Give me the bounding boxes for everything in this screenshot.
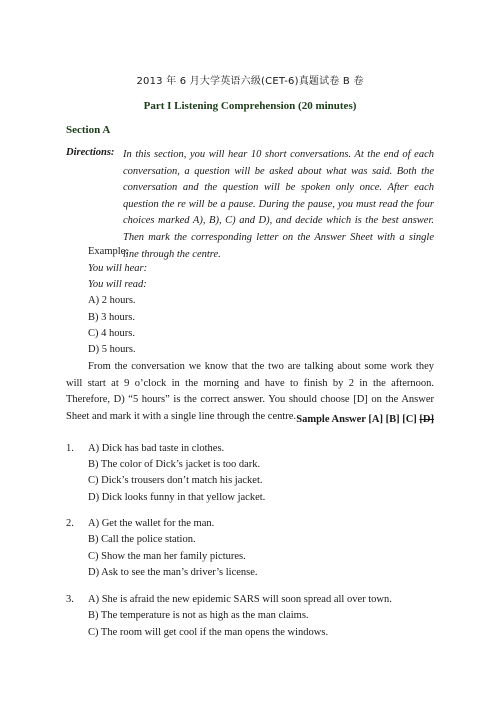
directions-text: In this section, you will hear 10 short conversations. At the end of each conversation, a question will be asked about what was said. Both the conversation and the question will be spoken only once. After each question the re will be a pause. During the pause, you must read the four choices marked A), B), C) and D), and decide which is the best answer. Then mark the corresponding letter on the Answer Sheet with a single line through the centre. — [123, 149, 434, 260]
question-2-option-c: C) Show the man her family pictures. — [88, 551, 246, 562]
question-1-option-d: D) Dick looks funny in that yellow jacket. — [88, 492, 266, 503]
example-hear: You will hear: — [88, 263, 148, 274]
example-option-c: C) 4 hours. — [88, 328, 135, 339]
question-1-option-b: B) The color of Dick’s jacket is too dark. — [88, 459, 261, 470]
example-option-a: A) 2 hours. — [88, 295, 136, 306]
example-explanation: From the conversation we know that the two are talking about some work they will start at 9 o’clock in the morning and have to finish by 2 in the afternoon. Therefore, D) “5 hours” is the correct answer. You should choose [D] on the Answer Sheet and mark it with a single line through the centre. — [66, 361, 434, 422]
example-label: Example: — [88, 246, 129, 257]
sample-answer-prefix: Sample Answer [A] [B] [C] — [296, 414, 417, 425]
question-3-option-a: A) She is afraid the new epidemic SARS will soon spread all over town. — [88, 594, 392, 605]
question-1-option-a: A) Dick has bad taste in clothes. — [88, 443, 225, 454]
question-1-option-c: C) Dick’s trousers don’t match his jacket. — [88, 475, 263, 486]
example-option-b: B) 3 hours. — [88, 312, 135, 323]
part-heading: Part I Listening Comprehension (20 minutes) — [143, 100, 357, 112]
sample-answer-marked: [D] — [419, 414, 434, 425]
directions-label: Directions: — [66, 147, 115, 158]
sample-answer — [296, 414, 434, 425]
question-2-option-a: A) Get the wallet for the man. — [88, 518, 215, 529]
section-heading: Section A — [66, 124, 111, 136]
question-2-option-d: D) Ask to see the man’s driver’s license. — [88, 567, 258, 578]
document-title: 2013 年 6 月大学英语六级(CET-6)真题试卷 B 卷 — [136, 76, 364, 87]
example-option-d: D) 5 hours. — [88, 344, 136, 355]
question-3-option-b: B) The temperature is not as high as the man claims. — [88, 610, 309, 621]
question-2-option-b: B) Call the police station. — [88, 534, 196, 545]
question-number-1: 1. — [66, 443, 74, 454]
question-3-option-c: C) The room will get cool if the man opens the windows. — [88, 627, 329, 638]
question-number-3: 3. — [66, 594, 74, 605]
example-read: You will read: — [88, 279, 147, 290]
question-number-2: 2. — [66, 518, 74, 529]
